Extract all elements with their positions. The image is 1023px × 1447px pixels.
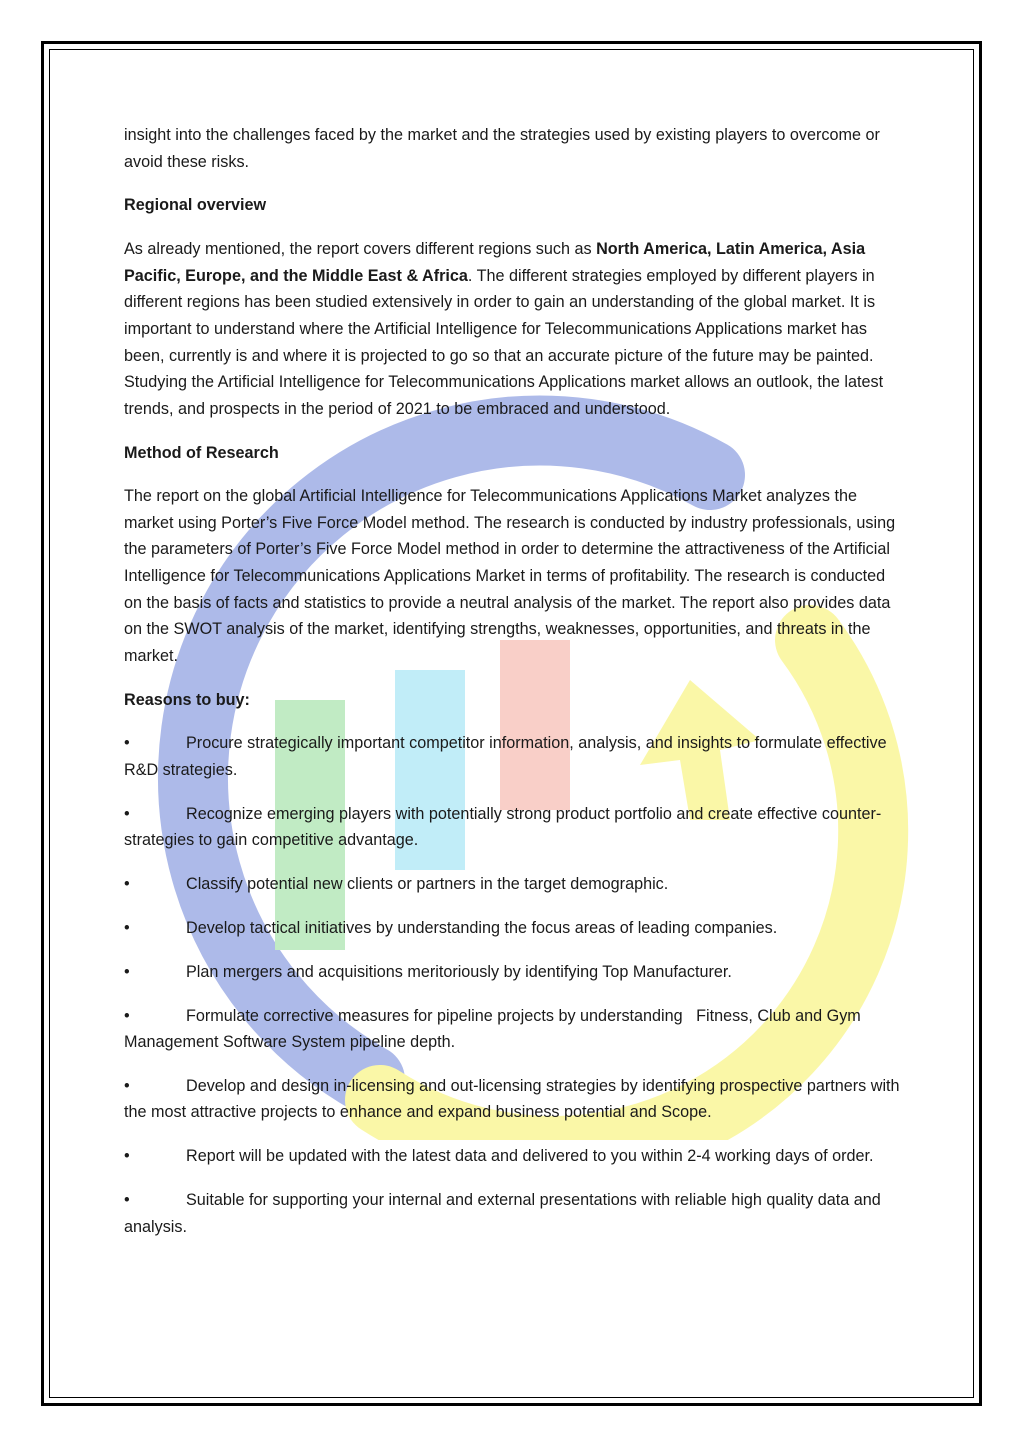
list-item-text: Develop tactical initiatives by understanding the focus areas of leading companies. xyxy=(186,918,778,937)
list-item-text: Procure strategically important competitor information, analysis, and insights to formulate effective R&D strategies. xyxy=(124,734,887,779)
bullet-icon: • xyxy=(124,1076,130,1095)
regional-text-end: . The different strategies employed by different players in different regions has been studied extensively in order to gain an understanding of the global market. It is important to understand where the Artificial Intelligence for Telecommunications Applications market has been, currently is and where it is projected to go so that an accurate picture of the future may be painted. Studying the Artificial Intelligence for Telecommunications Applications market allows an outlook, the latest trends, and prospects in the period of 2021 to be embraced and understood. xyxy=(124,266,884,418)
bullet-icon: • xyxy=(124,804,130,823)
list-item xyxy=(124,1003,904,1056)
reasons-to-buy-heading: Reasons to buy: xyxy=(124,690,250,709)
list-item xyxy=(124,801,904,854)
bullet-icon: • xyxy=(124,918,130,937)
list-item xyxy=(124,871,904,898)
list-item-text: Classify potential new clients or partners in the target demographic. xyxy=(186,875,669,894)
bullet-icon: • xyxy=(124,734,130,753)
method-of-research-heading: Method of Research xyxy=(124,443,279,462)
list-item-text: Suitable for supporting your internal and external presentations with reliable high quality data and analysis. xyxy=(124,1191,881,1236)
bullet-icon: • xyxy=(124,875,130,894)
list-item-text: Recognize emerging players with potentially strong product portfolio and create effective counter-strategies to gain competitive advantage. xyxy=(124,804,882,850)
bullet-icon: • xyxy=(124,962,130,981)
list-item-text: Develop and design in-licensing and out-licensing strategies by identifying prospective partners with the most attractive projects to enhance and expand business potential and Scope. xyxy=(124,1076,900,1122)
reasons-list xyxy=(124,730,904,1240)
list-item xyxy=(124,1187,904,1240)
regional-overview-paragraph xyxy=(124,236,904,422)
list-item-text: Report will be updated with the latest data and delivered to you within 2-4 working days of order. xyxy=(186,1147,874,1166)
intro-paragraph: insight into the challenges faced by the market and the strategies used by existing players to overcome or avoid these risks. xyxy=(124,126,880,171)
bullet-icon: • xyxy=(124,1006,130,1025)
list-item xyxy=(124,915,904,942)
regional-overview-heading: Regional overview xyxy=(124,196,267,215)
bullet-icon: • xyxy=(124,1191,130,1210)
document-body xyxy=(124,122,904,1257)
list-item xyxy=(124,1073,904,1126)
list-item xyxy=(124,959,904,986)
regions-list: North America, Latin America, Asia Pacific, Europe, and the Middle East & Africa xyxy=(124,240,866,285)
list-item-text: Formulate corrective measures for pipeline projects by understanding Fitness, Club and Gym Management Software System pipeline depth. xyxy=(124,1006,866,1052)
regional-text-start: As already mentioned, the report covers different regions such as xyxy=(124,240,597,259)
method-of-research-paragraph: The report on the global Artificial Intelligence for Telecommunications Applications Market analyzes the market using Porter’s Five Force Model method. The research is conducted by industry professionals, using the parameters of Porter’s Five Force Model method in order to determine the attractiveness of the Artificial Intelligence for Telecommunications Applications Market in terms of profitability. The research is conducted on the basis of facts and statistics to provide a neutral analysis of the market. The report also provides data on the SWOT analysis of the market, identifying strengths, weaknesses, opportunities, and threats in the market. xyxy=(124,487,896,665)
list-item-text: Plan mergers and acquisitions meritoriously by identifying Top Manufacturer. xyxy=(186,962,732,981)
list-item xyxy=(124,730,904,783)
bullet-icon: • xyxy=(124,1147,130,1166)
list-item xyxy=(124,1143,904,1170)
